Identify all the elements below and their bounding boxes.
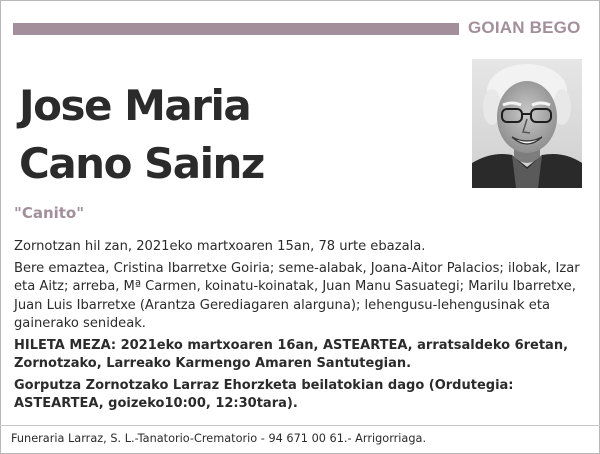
name-first-line: Jose Maria bbox=[19, 81, 251, 130]
family-list: Bere emaztea, Cristina Ibarretxe Goiria; seme-alabak, Joana-Aitor Palacios; ilobak, Izar eta Aitz; arreba, Mª Carmen, koinatu-koinatak, Juan Manu Sasuategi; Marilu Ibarretxe, Juan Luis Ibarretxe (Arantza Gerediagaren alarguna); lehengusu-lehengusinak eta gainerako senideak. bbox=[14, 260, 580, 331]
nickname: "Canito" bbox=[14, 204, 85, 222]
portrait-image bbox=[472, 59, 582, 188]
header-bar bbox=[13, 23, 459, 35]
footer-divider bbox=[0, 425, 600, 426]
funeral-home-footer: Funeraria Larraz, S. L.-Tanatorio-Crematorio - 94 671 00 61.- Arrigorriaga. bbox=[11, 432, 427, 445]
funeral-mass: HILETA MEZA: 2021eko martxoaren 16an, ASTEARTEA, arratsaldeko 6retan, Zornotzako, Larreako Karmengo Amaren Santutegian. bbox=[14, 337, 569, 371]
death-notice: Zornotzan hil zan, 2021eko martxoaren 15an, 78 urte ebazala. bbox=[14, 239, 426, 254]
wake-location: Gorputza Zornotzako Larraz Ehorzketa beilatokian dago (Ordutegia: ASTEARTEA, goizeko10:00, 12:30tara). bbox=[14, 377, 514, 411]
section-title: GOIAN BEGO bbox=[468, 18, 581, 37]
obituary-body bbox=[14, 238, 580, 417]
portrait-photo bbox=[472, 59, 582, 188]
name-second-line: Cano Sainz bbox=[19, 139, 264, 188]
